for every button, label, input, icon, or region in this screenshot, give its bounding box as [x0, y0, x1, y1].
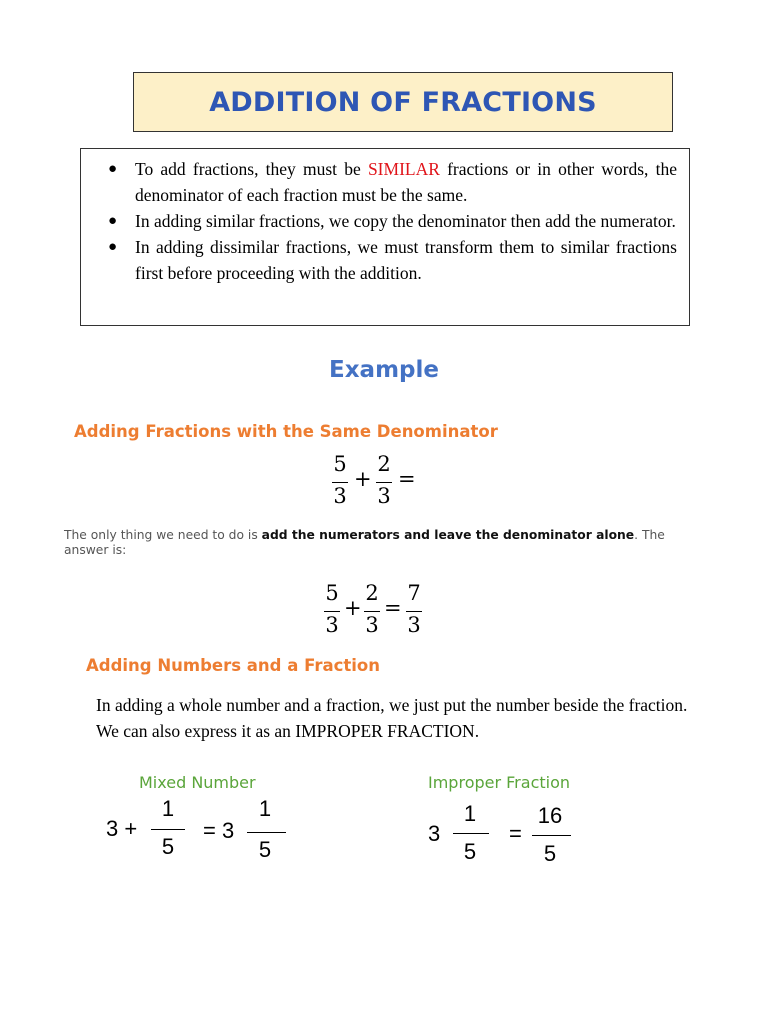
equals-sign: = — [398, 467, 416, 491]
bullet-icon: ● — [108, 213, 118, 229]
numerator: 5 — [325, 581, 339, 605]
improper-fraction-heading: Improper Fraction — [428, 773, 571, 792]
rule-text: In adding dissimilar fractions, we must transform them to similar fractions first before proceeding with the addition. — [135, 237, 677, 283]
denominator: 5 — [258, 837, 272, 862]
note-text: . The answer is: — [64, 528, 665, 557]
rules-box — [80, 148, 690, 326]
rule-item — [81, 156, 677, 208]
numerator: 5 — [333, 452, 347, 476]
rule-highlight: SIMILAR — [367, 159, 440, 179]
answer-equation — [322, 581, 442, 643]
denominator: 5 — [463, 839, 477, 864]
numerator: 1 — [463, 801, 477, 826]
rule-text: fractions or in other words, the denominator of each fraction must be the same. — [135, 159, 677, 205]
example-heading: Example — [329, 357, 439, 383]
section-heading-numbers-fraction: Adding Numbers and a Fraction — [86, 656, 381, 675]
fraction-bar — [151, 829, 185, 830]
numerator: 2 — [377, 452, 391, 476]
numbers-fraction-paragraph: In adding a whole number and a fraction, we just put the number beside the fraction. We can also express it as an IMPROPER FRACTION. — [96, 695, 688, 741]
page-title: ADDITION OF FRACTIONS — [209, 86, 597, 118]
numerator: 1 — [161, 796, 175, 821]
rule-text: To add fractions, they must be — [135, 159, 368, 179]
mixed-number-expression — [106, 796, 306, 868]
bullet-icon: ● — [108, 161, 118, 177]
denominator: 3 — [377, 484, 391, 508]
explanation-note — [64, 528, 704, 558]
denominator: 5 — [543, 841, 557, 866]
note-bold-text: add the numerators and leave the denominator alone — [261, 528, 635, 542]
fraction-bar — [247, 832, 286, 833]
plus-sign: + — [354, 467, 372, 491]
rule-item — [81, 234, 677, 286]
numerator: 7 — [407, 581, 421, 605]
denominator: 3 — [365, 613, 379, 637]
denominator: 3 — [333, 484, 347, 508]
bullet-icon: ● — [108, 239, 118, 255]
denominator: 3 — [325, 613, 339, 637]
fraction-bar — [532, 835, 571, 836]
mixed-number-heading: Mixed Number — [139, 773, 256, 792]
rule-text: In adding similar fractions, we copy the denominator then add the numerator. — [135, 211, 676, 231]
equals-sign: = — [384, 596, 402, 620]
note-text: The only thing we need to do is — [64, 528, 262, 542]
plus-sign: + — [344, 596, 362, 620]
equals-sign: = — [509, 821, 522, 846]
section-heading-same-denominator: Adding Fractions with the Same Denominator — [74, 422, 498, 441]
numerator: 2 — [365, 581, 379, 605]
whole-plus: 3 + — [106, 816, 138, 841]
denominator: 5 — [161, 834, 175, 859]
fraction-bar — [453, 833, 489, 834]
equals-whole: = 3 — [203, 818, 235, 843]
whole-number: 3 — [428, 821, 441, 846]
rules-list — [81, 156, 677, 286]
rule-item — [81, 208, 677, 234]
numerator: 16 — [537, 803, 563, 828]
title-box — [133, 72, 673, 132]
denominator: 3 — [407, 613, 421, 637]
problem-equation — [330, 452, 440, 514]
numerator: 1 — [258, 796, 272, 821]
improper-fraction-expression — [428, 801, 578, 873]
